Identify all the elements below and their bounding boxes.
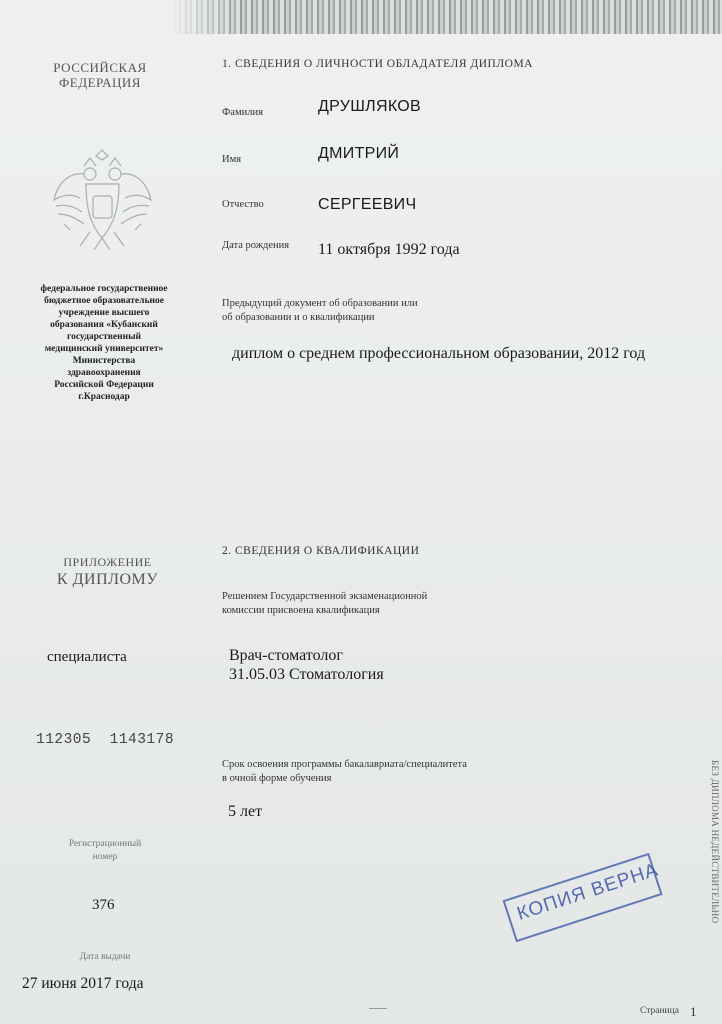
qualification-title: Врач-стоматолог: [229, 647, 343, 664]
section1-title: 1. СВЕДЕНИЯ О ЛИЧНОСТИ ОБЛАДАТЕЛЯ ДИПЛОМА: [222, 58, 533, 70]
registration-number-label: Регистрационный номер: [68, 839, 142, 862]
side-validity-note: БЕЗ ДИПЛОМА НЕДЕЙСТВИТЕЛЬНО: [710, 760, 720, 924]
qualification-decision-label: Решением Государственной экзаменационной комиссии присвоена квалификация: [222, 591, 428, 616]
birth-date-label: Дата рождения: [222, 240, 290, 251]
name-value: ДМИТРИЙ: [318, 145, 400, 162]
country-header: [40, 60, 160, 90]
page-label: Страница: [640, 1006, 679, 1016]
appendix-label: ПРИЛОЖЕНИЕ: [63, 555, 152, 569]
double-headed-eagle-icon: [50, 148, 155, 258]
country-header-line1: РОССИЙСКАЯ: [53, 60, 147, 75]
birth-date-value: 11 октября 1992 года: [318, 241, 460, 258]
footer-dash: [369, 1008, 387, 1009]
issue-date: 27 июня 2017 года: [22, 975, 144, 992]
name-label: Имя: [222, 154, 242, 165]
previous-document-label: Предыдущий документ об образовании или об образовании и о квалификации: [222, 298, 418, 323]
program-duration-label: Срок освоения программы бакалавриата/специалитета в очной форме обучения: [222, 759, 467, 784]
patronymic-value: СЕРГЕЕВИЧ: [318, 196, 417, 213]
appendix-to-diploma-label: К ДИПЛОМУ: [56, 571, 159, 588]
surname-label: Фамилия: [222, 107, 263, 118]
patronymic-label: Отчество: [222, 199, 264, 210]
institution-name: федеральное государственное бюджетное образовательное учреждение высшего образования «Кубанский государственный медицинский университет» Министерства здравоохранения Российской Федерации г.Краснодар: [40, 284, 168, 402]
qualification-value: [229, 646, 384, 684]
stamp-text: КОПИЯ ВЕРНА: [514, 859, 662, 925]
degree-level: специалиста: [47, 649, 127, 665]
serial-number: 112305 1143178: [36, 732, 175, 748]
section2-title: 2. СВЕДЕНИЯ О КВАЛИФИКАЦИИ: [222, 545, 420, 557]
issue-date-label: Дата выдачи: [79, 952, 131, 962]
page-number: 1: [690, 1004, 697, 1019]
country-header-line2: ФЕДЕРАЦИЯ: [59, 75, 141, 90]
copy-certified-stamp: [503, 852, 669, 948]
program-duration-value: 5 лет: [228, 803, 263, 820]
registration-number: 376: [92, 897, 115, 913]
previous-document-value: диплом о среднем профессиональном образовании, 2012 год: [232, 345, 646, 362]
surname-value: ДРУШЛЯКОВ: [318, 98, 421, 115]
specialty-code: 31.05.03 Стоматология: [229, 666, 384, 683]
